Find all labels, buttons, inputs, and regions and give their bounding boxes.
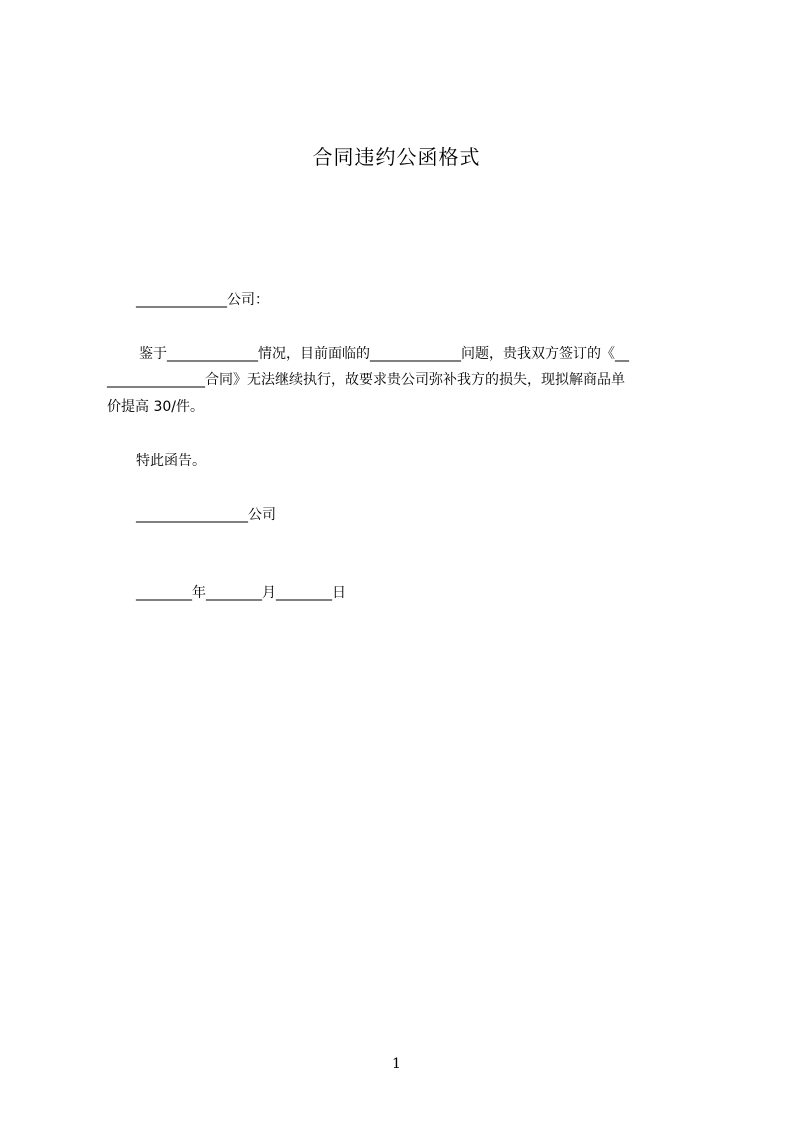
closing-line: 特此函告。 xyxy=(136,453,206,469)
salutation-line: _____________公司： xyxy=(136,292,269,308)
signature-line: ________________公司 xyxy=(136,507,276,523)
page-number: 1 xyxy=(392,1056,401,1072)
date-line: ________年________月________日 xyxy=(136,585,346,601)
document-title: 合同违约公函格式 xyxy=(312,145,481,169)
body-paragraph-line-1: 鉴于_____________情况，目前面临的_____________问题，贵我双方签订的《__ xyxy=(139,346,629,362)
body-paragraph-line-3: 价提高 30/件。 xyxy=(107,399,204,415)
body-paragraph-line-2: ______________合同》无法继续执行，故要求贵公司弥补我方的损失，现拟解商品单 xyxy=(107,372,625,388)
